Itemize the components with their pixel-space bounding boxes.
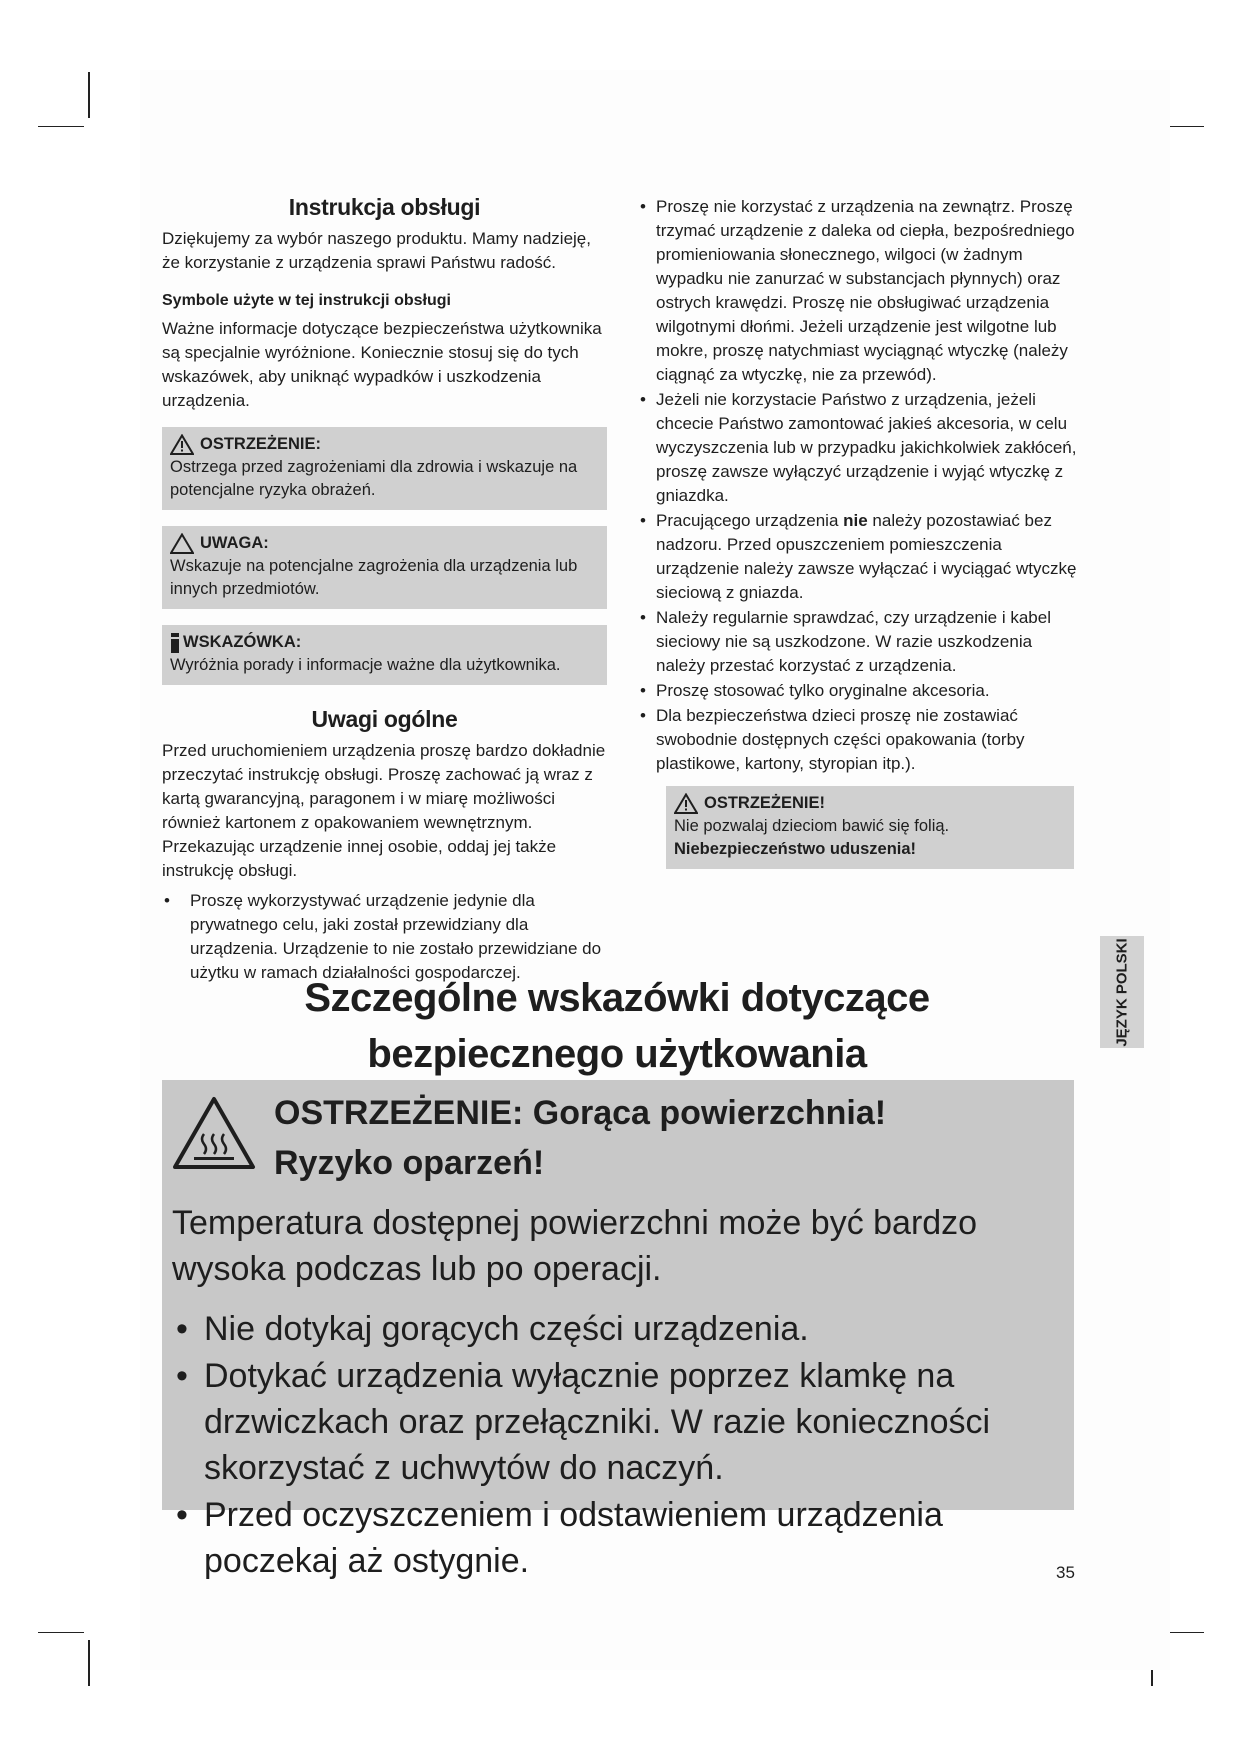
language-tab: [1100, 936, 1144, 1048]
crop-mark: [88, 1640, 90, 1686]
warning-title-line2: Ryzyko oparzeń!: [274, 1144, 545, 1182]
safety-heading: [162, 970, 1072, 1082]
note-text: Wyróżnia porady i informacje ważne dla użytkownika.: [170, 656, 561, 674]
note-box-title: [170, 631, 599, 654]
hot-surface-warning-title: [274, 1088, 886, 1188]
hot-surface-bullet-list: [172, 1306, 1062, 1584]
bullet-text-end: należy pozostawiać bez nadzoru. Przed opuszczeniem pomieszczenia urządzenie należy zawsze wyłączać i wyciągać wtyczkę sieciową z gniazda.: [656, 511, 1077, 602]
children-warning-plain: Nie pozwalaj dzieciom bawić się folią.: [674, 817, 950, 835]
language-tab-label: JĘZYK POLSKI: [1113, 937, 1131, 1047]
bullet-text-bold: nie: [843, 511, 868, 530]
caution-box-title: [170, 532, 599, 555]
general-notes-text: Przed uruchomieniem urządzenia proszę bardzo dokładnie przeczytać instrukcję obsługi. Proszę zachować ją wraz z kartą gwarancyjną, paragonem i w miarę możliwości również kartonem z opakowaniem wewnętrznym. Przekazując urządzenie innej osobie, oddaj jej także instrukcję obsługi.: [162, 741, 606, 880]
symbols-text: Ważne informacje dotyczące bezpieczeństwa użytkownika są specjalnie wyróżnione. Koniecznie stosuj się do tych wskazówek, aby uniknąć wypadków i uszkodzenia urządzenia.: [162, 319, 602, 410]
general-notes-title: Uwagi ogólne: [311, 706, 458, 732]
crop-mark: [88, 72, 90, 118]
warning-triangle-icon: [170, 434, 194, 455]
warning-box: [162, 427, 607, 510]
symbols-heading: Symbole użyte w tej instrukcji obsługi: [162, 292, 451, 309]
note-box: [162, 625, 607, 685]
warning-box-title: [170, 433, 599, 456]
list-item: • Dla bezpieczeństwa dzieci proszę nie zostawiać swobodnie dostępnych części opakowania (torby plastikowe, kartony, styropian itp.).: [638, 704, 1078, 776]
info-icon: [170, 633, 180, 653]
page-number: 35: [1056, 1563, 1075, 1582]
hot-surface-icon: [172, 1096, 256, 1170]
manual-title: Instrukcja obsługi: [288, 194, 481, 220]
children-warning-title: [674, 792, 1066, 815]
list-item: • Proszę wykorzystywać urządzenie jedynie dla prywatnego celu, jaki został przewidziany dla urządzenia. Urządzenie to nie zostało przewidziane do użytku w ramach działalności gospodarczej.: [162, 889, 607, 985]
safety-heading-line1: Szczególne wskazówki dotyczące: [304, 976, 930, 1020]
caution-label: UWAGA:: [200, 534, 269, 552]
caution-text: Wskazuje na potencjalne zagrożenia dla urządzenia lub innych przedmiotów.: [170, 557, 578, 598]
right-bullet-list: [638, 195, 1078, 776]
list-item: • Przed oczyszczeniem i odstawieniem urządzenia poczekaj aż ostygnie.: [172, 1492, 1062, 1584]
hot-surface-warning-text: Temperatura dostępnej powierzchni może być bardzo wysoka podczas lub po operacji.: [172, 1204, 978, 1288]
list-item: • Proszę nie korzystać z urządzenia na zewnątrz. Proszę trzymać urządzenie z daleka od ciepła, bezpośredniego promieniowania słonecznego, wilgoci (w żadnym wypadku nie zanurzać w substancjach płynnych) oraz ostrych krawędzi. Proszę nie obsługiwać urządzenia wilgotnymi dłońmi. Jeżeli urządzenie jest wilgotne lub mokre, proszę natychmiast wyciągnąć wtyczkę (należy ciągnąć za wtyczkę, nie za przewód).: [638, 195, 1078, 387]
right-column: [638, 195, 1078, 885]
list-item: • Jeżeli nie korzystacie Państwo z urządzenia, jeżeli chcecie Państwo zamontować jakieś akcesoria, w celu wyczyszczenia lub w przypadku jakichkolwiek zakłóceń, proszę zawsze wyłączyć urządzenie i wyjąć wtyczkę z gniazdka.: [638, 388, 1078, 508]
warning-text: Ostrzega przed zagrożeniami dla zdrowia i wskazuje na potencjalne ryzyka obrażeń.: [170, 458, 578, 499]
crop-mark: [38, 126, 84, 127]
safety-heading-line2: bezpiecznego użytkowania: [367, 1032, 867, 1076]
warning-label: OSTRZEŻENIE:: [200, 435, 322, 453]
list-item: • Należy regularnie sprawdzać, czy urządzenie i kabel sieciowy nie są uszkodzone. W razie uszkodzenia należy przestać korzystać z urządzenia.: [638, 606, 1078, 678]
list-item: [638, 509, 1078, 605]
children-warning-text: [674, 815, 1066, 861]
hot-surface-warning-header: [172, 1088, 1062, 1188]
list-item: • Dotykać urządzenia wyłącznie poprzez klamkę na drzwiczkach oraz przełączniki. W razie konieczności skorzystać z uchwytów do naczyń.: [172, 1353, 1062, 1491]
children-warning-label: OSTRZEŻENIE!: [704, 794, 826, 812]
children-warning-box: [666, 786, 1074, 869]
list-item: • Nie dotykaj gorących części urządzenia.: [172, 1306, 1062, 1352]
warning-triangle-icon: [674, 793, 698, 814]
list-item: • Proszę stosować tylko oryginalne akcesoria.: [638, 679, 1078, 703]
crop-mark: [38, 1632, 84, 1633]
note-label: WSKAZÓWKA:: [183, 633, 302, 651]
caution-box: [162, 526, 607, 609]
bullet-text-start: Pracującego urządzenia: [656, 511, 844, 530]
intro-text: Dziękujemy za wybór naszego produktu. Mamy nadzieję, że korzystanie z urządzenia sprawi Państwu radość.: [162, 229, 591, 272]
caution-triangle-icon: [170, 533, 194, 554]
children-warning-bold: Niebezpieczeństwo uduszenia!: [674, 840, 917, 858]
warning-title-line1: OSTRZEŻENIE: Gorąca powierzchnia!: [274, 1094, 887, 1132]
left-column: [162, 195, 607, 986]
